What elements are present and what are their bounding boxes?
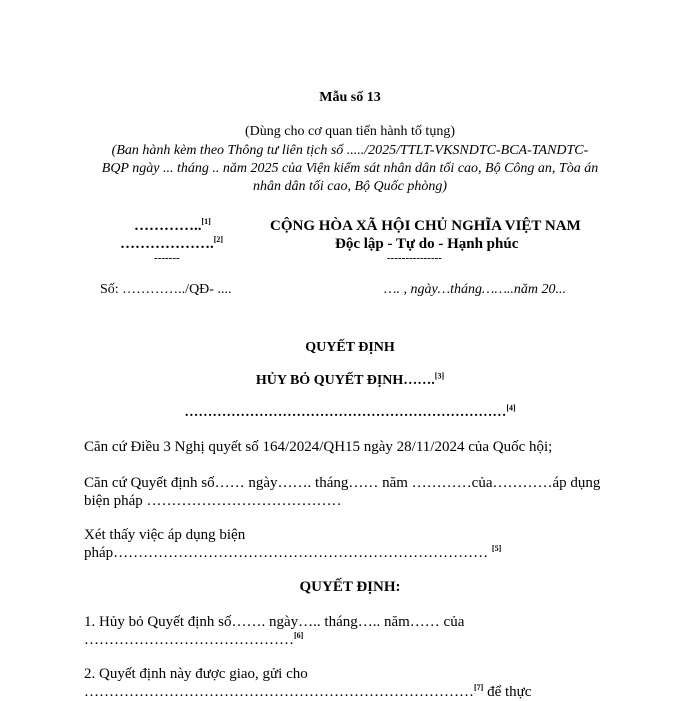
national-motto: Độc lập - Tự do - Hạnh phúc xyxy=(335,236,519,252)
article-1-line-1: 1. Hủy bỏ Quyết định số……. ngày….. tháng….. năm…… của xyxy=(84,614,465,630)
consideration-line-1: Xét thấy việc áp dụng biện xyxy=(84,527,246,543)
footnote-ref-4: [4] xyxy=(506,403,516,413)
decision-subtitle: HỦY BỎ QUYẾT ĐỊNH…….[3] xyxy=(255,371,445,388)
article-2-line-2: ……………………………………………………………………[7] để thực xyxy=(84,683,532,700)
form-usage: (Dùng cho cơ quan tiến hành tố tụng) xyxy=(245,124,455,139)
footnote-ref-7: [7] xyxy=(474,683,484,692)
nation-name: CỘNG HÒA XÃ HỘI CHỦ NGHĨA VIỆT NAM xyxy=(270,218,581,234)
legal-basis-2-line-2: biện pháp ………………………………… xyxy=(84,493,342,509)
form-title: Mẫu số 13 xyxy=(319,90,381,105)
issuing-authority: ……………………………………………………………[4] xyxy=(184,403,516,420)
footnote-ref-5: [5] xyxy=(491,544,502,553)
form-issued-line-2: BQP ngày ... tháng .. năm 2025 của Viện kiểm sát nhân dân tối cao, Bộ Công an, Tòa án xyxy=(101,161,599,176)
legal-basis-2-line-1: Căn cứ Quyết định số…… ngày……. tháng…… năm …………của…………áp dụng xyxy=(84,475,601,491)
agency-line-2: ……………….[2] xyxy=(120,235,224,252)
article-1-line-2: ……………………………………[6] xyxy=(84,631,304,648)
agency-line-1: …………..[1] xyxy=(134,217,211,234)
consideration-line-2: pháp………………………………………………………………… [5] xyxy=(84,544,502,561)
legal-basis-1: Căn cứ Điều 3 Nghị quyết số 164/2024/QH15 ngày 28/11/2024 của Quốc hội; xyxy=(84,439,553,455)
document-number: Số: …………../QĐ- .... xyxy=(100,282,232,297)
footnote-ref-1: [1] xyxy=(201,217,211,226)
agency-rule: ------- xyxy=(154,252,180,264)
decision-title: QUYẾT ĐỊNH xyxy=(305,340,395,355)
document-date: …. , ngày…tháng……..năm 20... xyxy=(384,282,567,297)
footnote-ref-6: [6] xyxy=(294,631,304,640)
article-2-line-1: 2. Quyết định này được giao, gửi cho xyxy=(84,666,308,682)
footnote-ref-2: [2] xyxy=(213,235,224,244)
motto-rule: --------------- xyxy=(387,252,442,264)
decision-heading: QUYẾT ĐỊNH: xyxy=(299,579,401,595)
form-issued-line-3: nhân dân tối cao, Bộ Quốc phòng) xyxy=(252,179,448,194)
footnote-ref-3: [3] xyxy=(434,371,445,381)
form-issued-line-1: (Ban hành kèm theo Thông tư liên tịch số ...../2025/TTLT-VKSNDTC-BCA-TANDTC- xyxy=(111,143,589,158)
